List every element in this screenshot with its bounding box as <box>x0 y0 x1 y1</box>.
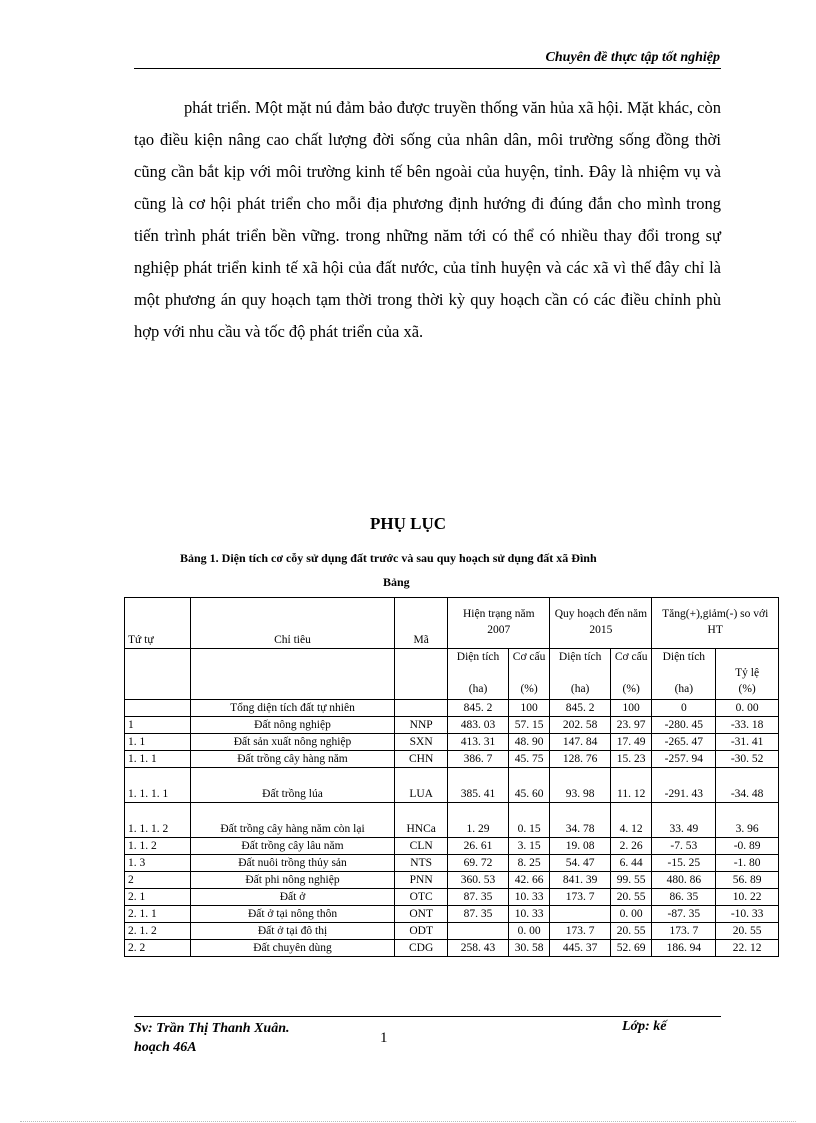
cell-struct-2007: 3. 15 <box>508 838 549 855</box>
cell-struct-2015: 11. 12 <box>610 768 651 803</box>
cell-change-ratio: -33. 18 <box>716 717 779 734</box>
cell-struct-2007: 8. 25 <box>508 855 549 872</box>
cell-stt: 1. 1. 1. 2 <box>125 803 191 838</box>
cell-criteria: Tổng diện tích đất tự nhiên <box>190 700 394 717</box>
cell-area-2007: 413. 31 <box>448 734 509 751</box>
cell-area-2015: 93. 98 <box>550 768 611 803</box>
cell-area-2007: 845. 2 <box>448 700 509 717</box>
cell-code: NTS <box>395 855 448 872</box>
cell-stt: 2 <box>125 872 191 889</box>
cell-struct-2015: 6. 44 <box>610 855 651 872</box>
cell-criteria: Đất phi nông nghiệp <box>190 872 394 889</box>
cell-stt: 1. 3 <box>125 855 191 872</box>
cell-change-ratio: 10. 22 <box>716 889 779 906</box>
cell-struct-2007: 48. 90 <box>508 734 549 751</box>
footer-author <box>134 1019 289 1057</box>
cell-change-area: 480. 86 <box>652 872 716 889</box>
cell-change-area: 186. 94 <box>652 940 716 957</box>
cell-stt: 1. 1. 2 <box>125 838 191 855</box>
cell-area-2007: 483. 03 <box>448 717 509 734</box>
cell-change-area: -15. 25 <box>652 855 716 872</box>
cell-change-ratio: 22. 12 <box>716 940 779 957</box>
cell-change-area: -291. 43 <box>652 768 716 803</box>
header-stt: Tứ tự <box>125 598 191 649</box>
cell-code: NNP <box>395 717 448 734</box>
cell-change-area: 173. 7 <box>652 923 716 940</box>
cell-struct-2007: 0. 00 <box>508 923 549 940</box>
cell-struct-2015: 15. 23 <box>610 751 651 768</box>
cell-code: CHN <box>395 751 448 768</box>
footer-author-line2: hoạch 46A <box>134 1040 197 1055</box>
cell-criteria: Đất sản xuất nông nghiệp <box>190 734 394 751</box>
footer-author-line1: Sv: Trần Thị Thanh Xuân. <box>134 1021 290 1036</box>
cell-area-2015: 128. 76 <box>550 751 611 768</box>
cell-area-2007: 360. 53 <box>448 872 509 889</box>
cell-area-2007: 386. 7 <box>448 751 509 768</box>
cell-struct-2007: 0. 15 <box>508 803 549 838</box>
cell-area-2007: 87. 35 <box>448 889 509 906</box>
footer-rule <box>134 1016 721 1017</box>
cell-stt: 2. 2 <box>125 940 191 957</box>
cell-area-2015: 845. 2 <box>550 700 611 717</box>
cell-struct-2007: 57. 15 <box>508 717 549 734</box>
table-row <box>125 940 779 957</box>
cell-change-area: 86. 35 <box>652 889 716 906</box>
table-row <box>125 855 779 872</box>
appendix-title: PHỤ LỤC <box>369 514 447 533</box>
cell-criteria: Đất trồng cây hàng năm <box>190 751 394 768</box>
table-caption-line1: Bảng 1. Diện tích cơ cỗy sử dụng đất trước và sau quy hoạch sử dụng đất xã Đình <box>180 551 597 565</box>
cell-area-2015: 173. 7 <box>550 889 611 906</box>
cell-struct-2007: 45. 60 <box>508 768 549 803</box>
cell-change-area: -280. 45 <box>652 717 716 734</box>
cell-struct-2015: 0. 00 <box>610 906 651 923</box>
body-paragraph <box>134 92 721 348</box>
cell-stt: 2. 1. 1 <box>125 906 191 923</box>
cell-struct-2007: 100 <box>508 700 549 717</box>
cell-struct-2015: 20. 55 <box>610 889 651 906</box>
cell-area-2015: 54. 47 <box>550 855 611 872</box>
page-number: 1 <box>380 1030 388 1046</box>
header-criteria: Chỉ tiêu <box>190 598 394 649</box>
cell-code: SXN <box>395 734 448 751</box>
table-row <box>125 906 779 923</box>
subheader-area: Diện tích (ha) <box>448 649 509 700</box>
body-text: phát triển. Một mặt nú đảm bảo được truyền thống văn hủa xã hội. Mặt khác, còn tạo điều kiện nâng cao chất lượng đời sống của nhân dân, môi trường sống đồng thời cũng cần bắt kịp với môi trường kinh tế bên ngoài của huyện, tỉnh. Đây là nhiệm vụ và cũng là cơ hội phát triển cho mỗi địa phương định hướng đi đúng đắn cho mình trong tiến trình phát triển bền vững. trong những năm tới có thể có nhiều thay đổi trong sự nghiệp phát triển kinh tế xã hội của đất nước, của tỉnh huyện và các xã vì thế đây chỉ là một phương án quy hoạch tạm thời trong thời kỳ quy hoạch cần có các điều chỉnh phù hợp với nhu cầu và tốc độ phát triển của xã. <box>134 98 721 341</box>
table-header-row-2 <box>125 649 779 700</box>
cell-struct-2015: 20. 55 <box>610 923 651 940</box>
cell-code: OTC <box>395 889 448 906</box>
cell-area-2007: 87. 35 <box>448 906 509 923</box>
cell-criteria: Đất ở <box>190 889 394 906</box>
table-row <box>125 768 779 803</box>
cell-struct-2015: 4. 12 <box>610 803 651 838</box>
cell-area-2015: 147. 84 <box>550 734 611 751</box>
table-row <box>125 923 779 940</box>
cell-area-2015: 19. 08 <box>550 838 611 855</box>
cell-stt: 1. 1. 1 <box>125 751 191 768</box>
cell-criteria: Đất trồng cây hàng năm còn lại <box>190 803 394 838</box>
cell-change-ratio: -30. 52 <box>716 751 779 768</box>
cell-struct-2015: 99. 55 <box>610 872 651 889</box>
cell-struct-2015: 100 <box>610 700 651 717</box>
table-row <box>125 872 779 889</box>
cell-criteria: Đất chuyên dùng <box>190 940 394 957</box>
cell-stt <box>125 700 191 717</box>
cell-change-area: 33. 49 <box>652 803 716 838</box>
cell-code <box>395 700 448 717</box>
cell-change-area: -7. 53 <box>652 838 716 855</box>
cell-area-2015 <box>550 906 611 923</box>
cell-struct-2007: 45. 75 <box>508 751 549 768</box>
table-row <box>125 889 779 906</box>
table-caption <box>180 546 740 594</box>
header-empty <box>395 649 448 700</box>
cell-criteria: Đất ở tại nông thôn <box>190 906 394 923</box>
header-title: Chuyên đề thực tập tốt nghiệp <box>545 50 720 65</box>
table-header-row-1 <box>125 598 779 649</box>
subheader-struct: Cơ cấu (%) <box>610 649 651 700</box>
cell-change-area: -265. 47 <box>652 734 716 751</box>
cell-stt: 1. 1. 1. 1 <box>125 768 191 803</box>
table-row <box>125 751 779 768</box>
cell-change-ratio: -1. 80 <box>716 855 779 872</box>
cell-struct-2007: 10. 33 <box>508 906 549 923</box>
cell-stt: 2. 1 <box>125 889 191 906</box>
cell-stt: 1 <box>125 717 191 734</box>
cell-area-2007: 69. 72 <box>448 855 509 872</box>
cell-area-2007: 1. 29 <box>448 803 509 838</box>
cell-struct-2015: 17. 49 <box>610 734 651 751</box>
cell-change-ratio: -0. 89 <box>716 838 779 855</box>
subheader-ratio: Tỷ lệ (%) <box>716 649 779 700</box>
cell-struct-2007: 30. 58 <box>508 940 549 957</box>
cell-code: PNN <box>395 872 448 889</box>
cell-struct-2015: 2. 26 <box>610 838 651 855</box>
table-row <box>125 734 779 751</box>
cell-stt: 1. 1 <box>125 734 191 751</box>
cell-criteria: Đất trồng cây lâu năm <box>190 838 394 855</box>
cell-change-ratio: 3. 96 <box>716 803 779 838</box>
table-row <box>125 717 779 734</box>
cell-area-2007 <box>448 923 509 940</box>
cell-code: LUA <box>395 768 448 803</box>
cell-struct-2007: 10. 33 <box>508 889 549 906</box>
cell-code: CLN <box>395 838 448 855</box>
header-change: Tăng(+),giảm(-) so với HT <box>652 598 779 649</box>
cell-criteria: Đất nông nghiệp <box>190 717 394 734</box>
footer-class: Lớp: kế <box>622 1019 667 1034</box>
cell-struct-2015: 52. 69 <box>610 940 651 957</box>
cell-change-ratio: 56. 89 <box>716 872 779 889</box>
cell-change-ratio: 20. 55 <box>716 923 779 940</box>
table-body <box>125 700 779 957</box>
cell-change-area: 0 <box>652 700 716 717</box>
cell-area-2007: 385. 41 <box>448 768 509 803</box>
subheader-struct: Cơ cấu (%) <box>508 649 549 700</box>
table-row <box>125 838 779 855</box>
header-current: Hiện trạng năm 2007 <box>448 598 550 649</box>
header-rule <box>134 68 721 69</box>
header-planned: Quy hoạch đến năm 2015 <box>550 598 652 649</box>
cell-code: ONT <box>395 906 448 923</box>
cell-area-2007: 258. 43 <box>448 940 509 957</box>
header-empty <box>190 649 394 700</box>
subheader-area: Diện tích (ha) <box>652 649 716 700</box>
cell-area-2007: 26. 61 <box>448 838 509 855</box>
subheader-area: Diện tích (ha) <box>550 649 611 700</box>
cell-area-2015: 34. 78 <box>550 803 611 838</box>
cell-area-2015: 173. 7 <box>550 923 611 940</box>
land-use-table <box>124 597 779 957</box>
cell-area-2015: 841. 39 <box>550 872 611 889</box>
table-row <box>125 700 779 717</box>
cell-code: HNCa <box>395 803 448 838</box>
cell-struct-2015: 23. 97 <box>610 717 651 734</box>
cell-change-area: -87. 35 <box>652 906 716 923</box>
cell-change-ratio: -31. 41 <box>716 734 779 751</box>
cell-area-2015: 202. 58 <box>550 717 611 734</box>
table-caption-line2: Bảng <box>383 575 410 589</box>
cell-criteria: Đất nuôi trồng thủy sản <box>190 855 394 872</box>
cell-area-2015: 445. 37 <box>550 940 611 957</box>
cell-code: ODT <box>395 923 448 940</box>
cell-criteria: Đất ở tại đô thị <box>190 923 394 940</box>
cell-criteria: Đất trồng lúa <box>190 768 394 803</box>
cell-change-ratio: 0. 00 <box>716 700 779 717</box>
cell-code: CDG <box>395 940 448 957</box>
cell-change-area: -257. 94 <box>652 751 716 768</box>
page-bottom-border <box>20 1121 796 1122</box>
cell-change-ratio: -34. 48 <box>716 768 779 803</box>
cell-stt: 2. 1. 2 <box>125 923 191 940</box>
header-empty <box>125 649 191 700</box>
cell-change-ratio: -10. 33 <box>716 906 779 923</box>
header-code: Mã <box>395 598 448 649</box>
table-row <box>125 803 779 838</box>
cell-struct-2007: 42. 66 <box>508 872 549 889</box>
